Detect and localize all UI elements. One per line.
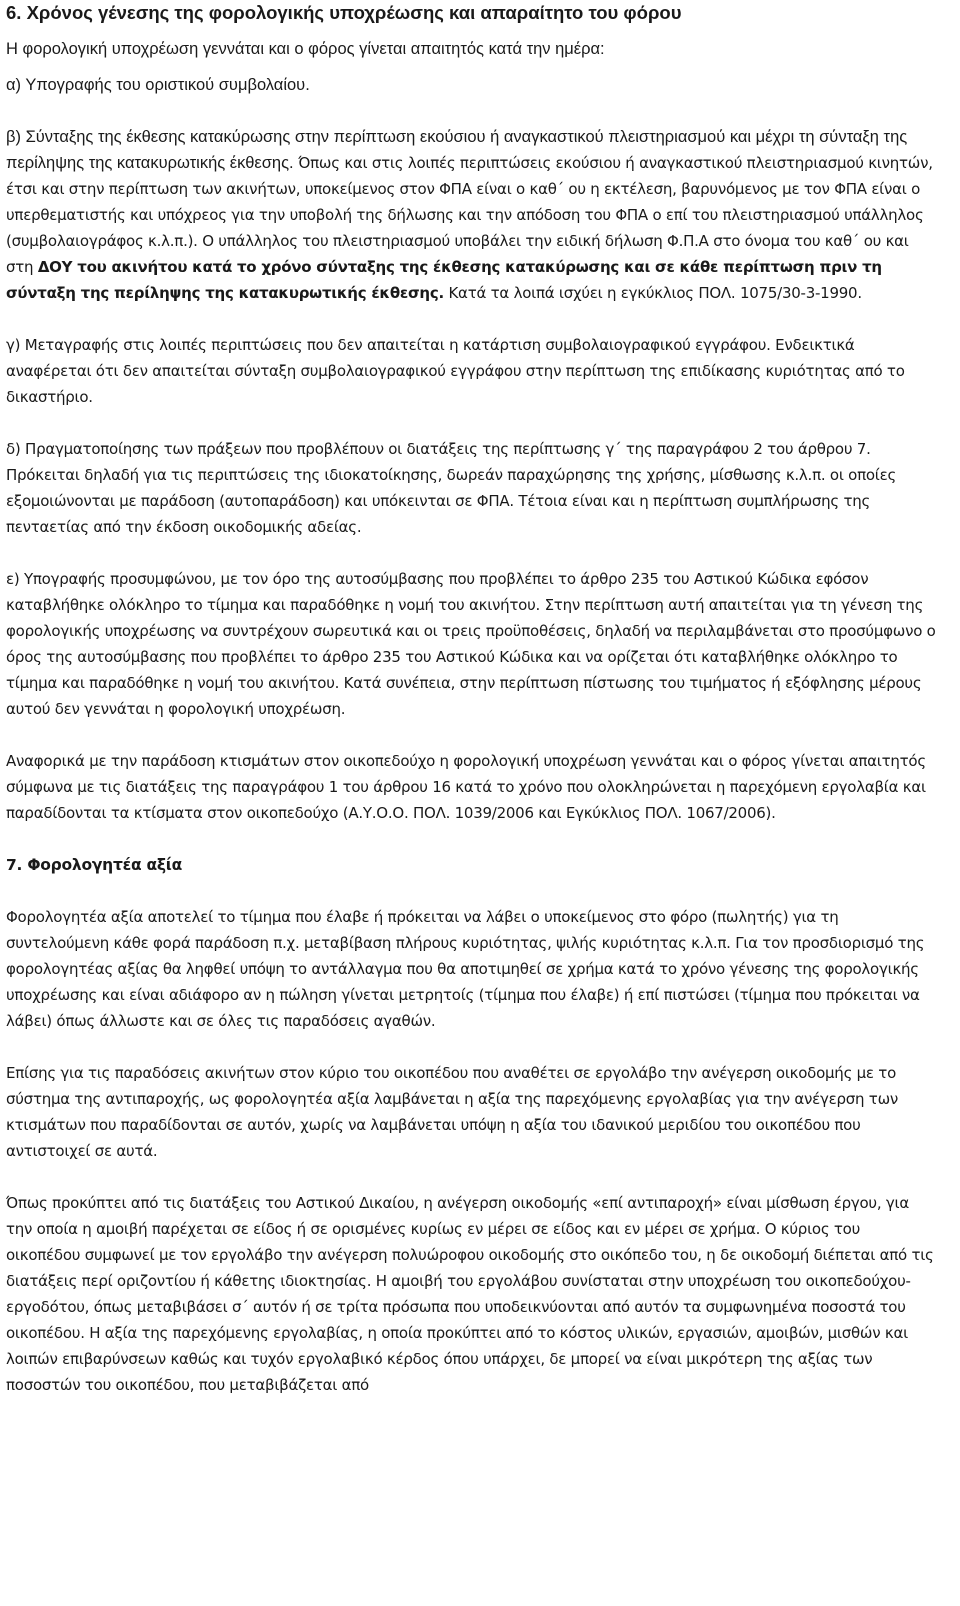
item-c: γ) Μεταγραφής στις λοιπές περιπτώσεις που δεν απαιτείται η κατάρτιση συμβολαιογραφικού εγγράφου. Ενδεικτικά αναφέρεται ότι δεν απαιτείται σύνταξη συμβολαιογραφικού εγγράφου στην περίπτωση της επιδίκασης κυριότητας από το δικαστήριο.: [6, 336, 905, 406]
item-b-part2: Όπως και στις λοιπές περιπτώσεις εκούσιου ή αναγκαστικού πλειστηριασμού κινητών, έτσι και στην περίπτωση των ακινήτων, υποκείμενος στον ΦΠΑ είναι ο καθ΄ ου η εκτέλεση, βαρυνόμενος με τον ΦΠΑ είναι ο υπερθεματιστής και υπόχρεος για την υποβολή της δήλωσης και την απόδοση του ΦΠΑ ο επί του πλειστηριασμού υπάλληλος (συμβολαιογράφος κ.λ.π.). Ο υπάλληλος του πλειστηριασμού υποβάλει την ειδική δήλωση Φ.Π.Α στο όνομα του καθ΄ ου και στη: [6, 154, 933, 276]
section-6-intro: Η φορολογική υποχρέωση γεννάται και ο φόρος γίνεται απαιτητός κατά την ημέρα:: [6, 40, 605, 58]
section-7-heading: 7. Φορολογητέα αξία: [6, 856, 182, 874]
item-b-bold: ΔΟΥ του ακινήτου κατά το χρόνο σύνταξης της έκθεσης κατακύρωσης και σε κάθε περίπτωση πριν τη σύνταξη της περίληψης της κατακυρωτικής έκθεσης.: [6, 258, 882, 302]
item-f: Αναφορικά με την παράδοση κτισμάτων στον οικοπεδούχο η φορολογική υποχρέωση γεννάται και ο φόρος γίνεται απαιτητός σύμφωνα με τις διατάξεις της παραγράφου 1 του άρθρου 16 κατά το χρόνο που ολοκληρώνεται η παρεχόμενη εργολαβία και παραδίδονται τα κτίσματα στον οικοπεδούχο (Α.Υ.Ο.Ο. ΠΟΛ. 1039/2006 και Εγκύκλιος ΠΟΛ. 1067/2006).: [6, 752, 926, 822]
section-6-heading: 6. Χρόνος γένεσης της φορολογικής υποχρέωσης και απαραίτητο του φόρου: [6, 2, 682, 23]
section-7-paragraph-2: Επίσης για τις παραδόσεις ακινήτων στον κύριο του οικοπέδου που αναθέτει σε εργολάβο την ανέγερση οικοδομής με το σύστημα της αντιπαροχής, ως φορολογητέα αξία λαμβάνεται η αξία της παρεχόμενης εργολαβίας για την ανέγερση των κτισμάτων που παραδίδονται σε αυτόν, χωρίς να λαμβάνεται υπόψη η αξία του ιδανικού μεριδίου του οικοπέδου που αντιστοιχεί σε αυτά.: [6, 1064, 899, 1160]
item-d: δ) Πραγματοποίησης των πράξεων που προβλέπουν οι διατάξεις της περίπτωσης γ΄ της παραγράφου 2 του άρθρου 7. Πρόκειται δηλαδή για τις περιπτώσεις της ιδιοκατοίκησης, δωρεάν παραχώρησης της χρήσης, μίσθωσης κ.λ.π. οι οποίες εξομοιώνονται με παράδοση (αυτοπαράδοση) και υπόκεινται σε ΦΠΑ. Τέτοια είναι και η περίπτωση συμπλήρωσης της πενταετίας από την έκδοση οικοδομικής αδείας.: [6, 440, 897, 536]
item-e: ε) Υπογραφής προσυμφώνου, με τον όρο της αυτοσύμβασης που προβλέπει το άρθρο 235 του Αστικού Κώδικα εφόσον καταβλήθηκε ολόκληρο το τίμημα και παραδόθηκε η νομή του ακινήτου. Στην περίπτωση αυτή απαιτείται για τη γένεση της φορολογικής υποχρέωσης να συντρέχουν σωρευτικά και οι τρεις προϋποθέσεις, δηλαδή να περιλαμβάνεται στο προσύμφωνο ο όρος της αυτοσύμβασης που προβλέπει το άρθρο 235 του Αστικού Κώδικα και να ορίζεται ότι καταβλήθηκε ολόκληρο το τίμημα και παραδόθηκε η νομή του ακινήτου. Κατά συνέπεια, στην περίπτωση πίστωσης του τιμήματος ή εξόφλησης μέρους αυτού δεν γεννάται η φορολογική υποχρέωση.: [6, 570, 936, 718]
item-a: α) Υπογραφής του οριστικού συμβολαίου.: [6, 76, 310, 94]
item-b-part3: Κατά τα λοιπά ισχύει η εγκύκλιος ΠΟΛ. 1075/30-3-1990.: [443, 284, 862, 302]
section-7-paragraph-1: Φορολογητέα αξία αποτελεί το τίμημα που έλαβε ή πρόκειται να λάβει ο υποκείμενος στο φόρο (πωλητής) για τη συντελούμενη κάθε φορά παράδοση π.χ. μεταβίβαση πλήρους κυριότητας, ψιλής κυριότητας κ.λ.π. Για τον προσδιορισμό της φορολογητέας αξίας θα ληφθεί υπόψη το αντάλλαγμα που θα αποτιμηθεί σε χρήμα κατά το χρόνο γένεσης της φορολογικής υποχρέωσης και είναι αδιάφορο αν η πώληση γίνεται μετρητοίς (τίμημα που έλαβε) ή επί πιστώσει (τίμημα που πρόκειται να λάβει) όπως άλλωστε και σε όλες τις παραδόσεις αγαθών.: [6, 908, 925, 1030]
section-7-paragraph-3: Όπως προκύπτει από τις διατάξεις του Αστικού Δικαίου, η ανέγερση οικοδομής «επί αντιπαροχή» είναι μίσθωση έργου, για την οποία η αμοιβή παρέχεται σε είδος ή σε ορισμένες κυρίως εν μέρει σε είδος και εν μέρει σε χρήμα. Ο κύριος του οικοπέδου συμφωνεί με τον εργολάβο την ανέγερση πολυώροφου οικοδομής στο οικόπεδο του, η δε οικοδομή διέπεται από τις διατάξεις περί οριζοντίου ή κάθετης ιδιοκτησίας. Η αμοιβή του εργολάβου συνίσταται στην υποχρέωση του οικοπεδούχου-εργοδότου, όπως μεταβιβάσει σ΄ αυτόν ή σε τρίτα πρόσωπα που υποδεικνύονται από αυτόν τα συμφωνημένα ποσοστά του οικοπέδου. Η αξία της παρεχόμενης εργολαβίας, η οποία προκύπτει από το κόστος υλικών, εργασιών, αμοιβών, μισθών και λοιπών επιβαρύνσεων καθώς και τυχόν εργολαβικό κέρδος όπου υπάρχει, δε μπορεί να είναι μικρότερη της αξίας των ποσοστών του οικοπέδου, που μεταβιβάζεται από: [6, 1194, 934, 1394]
item-b: [6, 124, 938, 306]
item-b-part1: β) Σύνταξης της έκθεσης κατακύρωσης στην περίπτωση εκούσιου ή αναγκαστικού πλειστηριασμού και μέχρι τη σύνταξη της περίληψης της κατακυρωτικής έκθεσης.: [6, 128, 908, 172]
